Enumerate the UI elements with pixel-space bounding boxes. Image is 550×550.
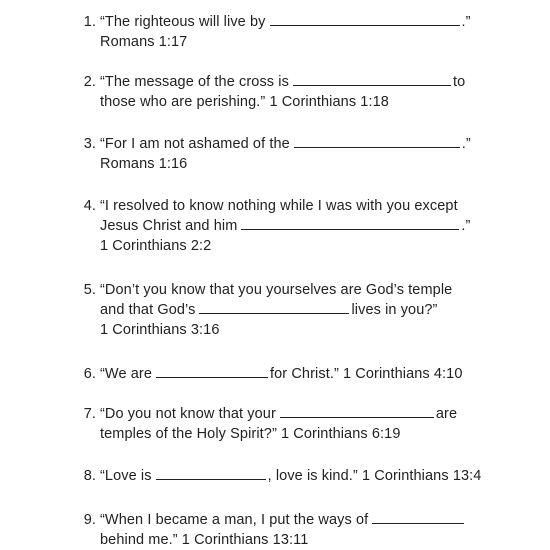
- text-segment: .”: [461, 14, 471, 30]
- question-line: [100, 92, 520, 112]
- text-segment: .”: [461, 218, 471, 234]
- question-number: 1.: [83, 14, 96, 30]
- answer-blank[interactable]: [156, 466, 266, 480]
- text-segment: “Love is: [100, 468, 152, 484]
- question-line: [100, 320, 520, 340]
- question-line: [100, 280, 520, 300]
- question-text: [100, 466, 520, 486]
- text-segment: to: [452, 74, 466, 90]
- reference-text: Romans 1:17: [100, 34, 188, 50]
- text-segment: behind me.” 1 Corinthians 13:11: [100, 532, 309, 548]
- question-line: [100, 404, 520, 424]
- question-number: 8.: [83, 468, 96, 484]
- question-number: 5.: [83, 282, 96, 298]
- text-segment: “Do you not know that your: [100, 406, 276, 422]
- answer-blank[interactable]: [293, 72, 451, 86]
- text-segment: temples of the Holy Spirit?” 1 Corinthians 6:19: [100, 426, 401, 442]
- question-line: [100, 530, 520, 550]
- question-text: [100, 134, 520, 174]
- text-segment: for Christ.” 1 Corinthians 4:10: [270, 366, 463, 382]
- question-line: [100, 32, 520, 52]
- text-segment: Jesus Christ and him: [100, 218, 238, 234]
- question-text: [100, 404, 520, 444]
- text-segment: “I resolved to know nothing while I was with you except: [100, 198, 458, 214]
- question-text: [100, 510, 520, 550]
- question-line: [100, 510, 520, 530]
- question-line: [100, 196, 520, 216]
- question-line: [100, 72, 520, 92]
- question-text: [100, 364, 520, 384]
- answer-blank[interactable]: [294, 134, 460, 148]
- question-text: [100, 280, 520, 340]
- question-text: [100, 12, 520, 52]
- text-segment: “The message of the cross is: [100, 74, 289, 90]
- answer-blank[interactable]: [156, 364, 268, 378]
- text-segment: “When I became a man, I put the ways of: [100, 512, 369, 528]
- answer-blank[interactable]: [241, 216, 459, 230]
- question-number: 3.: [83, 136, 96, 152]
- text-segment: and that God’s: [100, 302, 196, 318]
- question-number: 7.: [83, 406, 96, 422]
- reference-text: 1 Corinthians 3:16: [100, 322, 220, 338]
- question-text: [100, 196, 520, 256]
- text-segment: .”: [461, 136, 471, 152]
- question-line: [100, 364, 520, 384]
- answer-blank[interactable]: [280, 404, 434, 418]
- text-segment: “The righteous will live by: [100, 14, 266, 30]
- question-line: [100, 12, 520, 32]
- text-segment: are: [435, 406, 458, 422]
- text-segment: “We are: [100, 366, 153, 382]
- question-line: [100, 134, 520, 154]
- text-segment: “Don’t you know that you yourselves are God’s temple: [100, 282, 453, 298]
- question-number: 4.: [83, 198, 96, 214]
- question-line: [100, 300, 520, 320]
- question-number: 2.: [83, 74, 96, 90]
- question-line: [100, 216, 520, 236]
- text-segment: “For I am not ashamed of the: [100, 136, 290, 152]
- answer-blank[interactable]: [270, 12, 460, 26]
- question-line: [100, 466, 520, 486]
- question-number: 6.: [83, 366, 96, 382]
- text-segment: , love is kind.” 1 Corinthians 13:4: [267, 468, 482, 484]
- question-line: [100, 236, 520, 256]
- question-line: [100, 154, 520, 174]
- question-line: [100, 424, 520, 444]
- answer-blank[interactable]: [372, 510, 464, 524]
- reference-text: 1 Corinthians 2:2: [100, 238, 212, 254]
- text-segment: lives in you?”: [351, 302, 438, 318]
- question-text: [100, 72, 520, 112]
- question-number: 9.: [83, 512, 96, 528]
- text-segment: those who are perishing.” 1 Corinthians 1:18: [100, 94, 389, 110]
- answer-blank[interactable]: [199, 300, 349, 314]
- reference-text: Romans 1:16: [100, 156, 188, 172]
